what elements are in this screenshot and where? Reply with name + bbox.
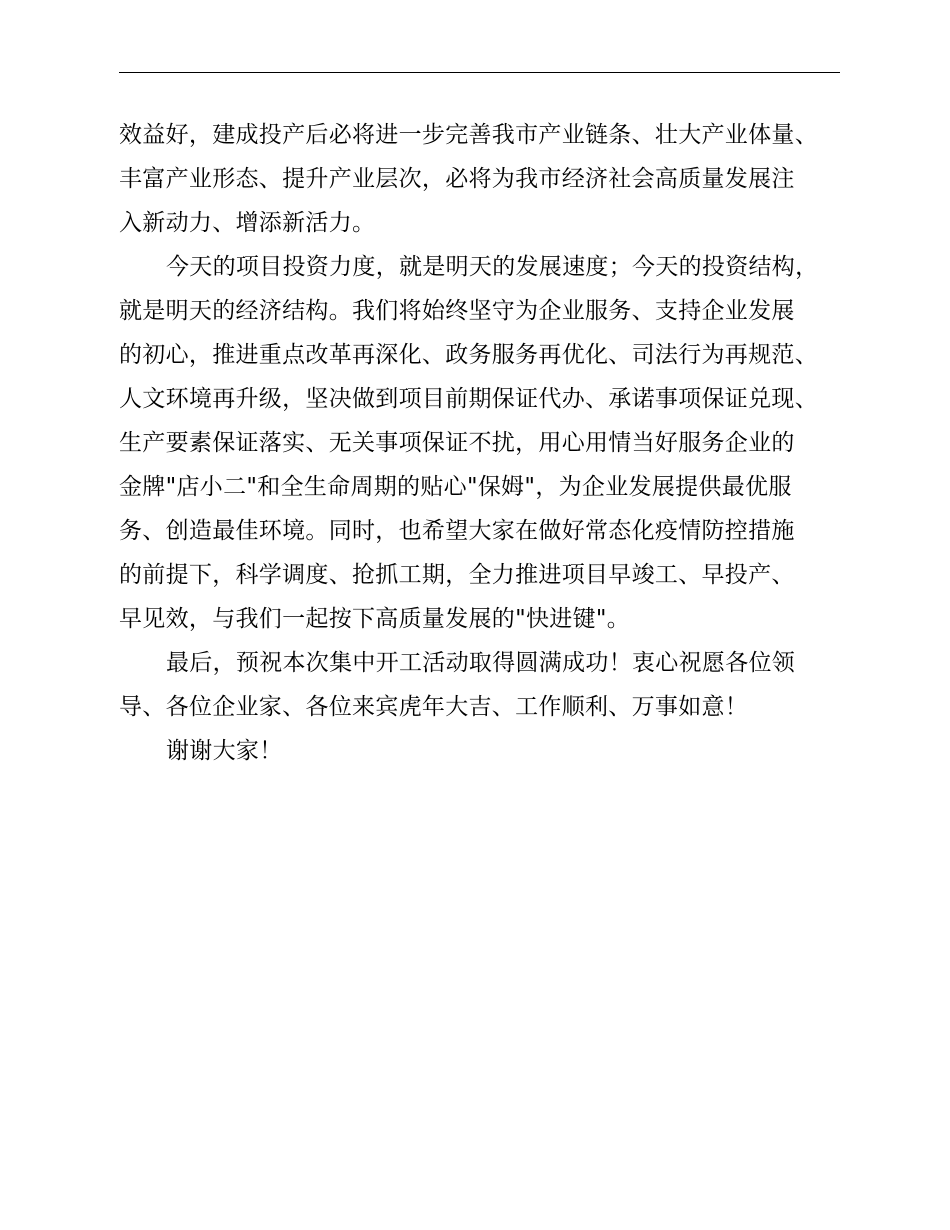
- text-line: 人文环境再升级，坚决做到项目前期保证代办、承诺事项保证兑现、: [119, 386, 818, 412]
- text-line: 务、创造最佳环境。同时，也希望大家在做好常态化疫情防控措施: [119, 518, 795, 544]
- text-line: 金牌"店小二"和全生命周期的贴心"保姆"，为企业发展提供最优服: [119, 474, 792, 500]
- text-line: 导、各位企业家、各位来宾虎年大吉、工作顺利、万事如意！: [119, 694, 749, 720]
- text-line: 生产要素保证落实、无关事项保证不扰，用心用情当好服务企业的: [119, 430, 795, 456]
- header-rule: [119, 72, 840, 73]
- text-line: 的初心，推进重点改革再深化、政务服务再优化、司法行为再规范、: [119, 342, 818, 368]
- text-line: 最后，预祝本次集中开工活动取得圆满成功！衷心祝愿各位领: [166, 650, 796, 676]
- text-line: 就是明天的经济结构。我们将始终坚守为企业服务、支持企业发展: [119, 298, 795, 324]
- text-line: 的前提下，科学调度、抢抓工期，全力推进项目早竣工、早投产、: [119, 562, 795, 588]
- text-line: 今天的项目投资力度，就是明天的发展速度；今天的投资结构，: [166, 254, 819, 280]
- text-line: 谢谢大家！: [166, 738, 283, 764]
- text-line: 丰富产业形态、提升产业层次，必将为我市经济社会高质量发展注: [119, 166, 795, 192]
- text-line: 效益好，建成投产后必将进一步完善我市产业链条、壮大产业体量、: [119, 122, 818, 148]
- text-line: 早见效，与我们一起按下高质量发展的"快进键"。: [119, 606, 631, 632]
- text-line: 入新动力、增添新活力。: [119, 210, 376, 236]
